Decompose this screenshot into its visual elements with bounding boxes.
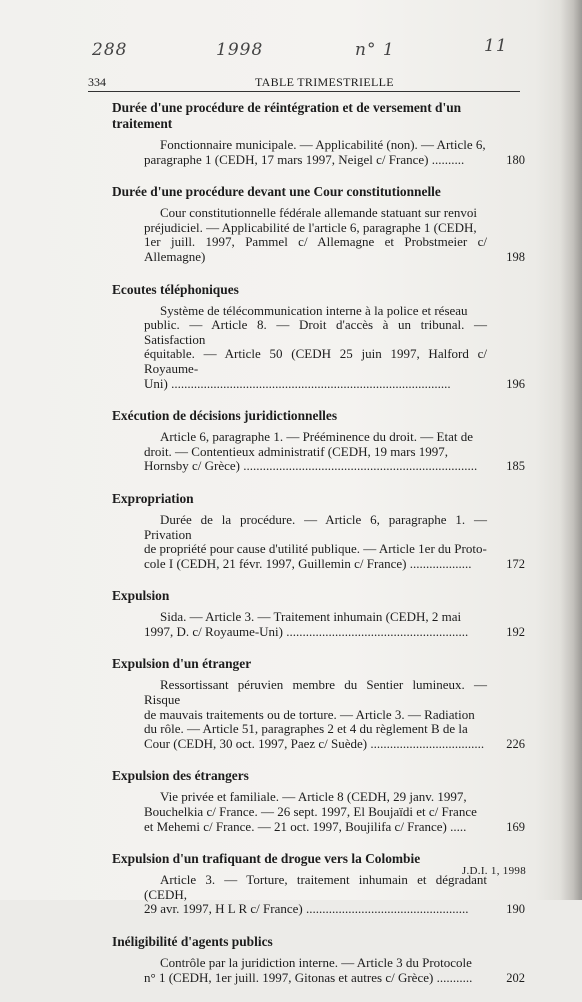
entry-line: Système de télécommunication interne à la police et réseau: [160, 302, 468, 318]
entry-heading: Expulsion: [112, 588, 170, 604]
entry-page-number: 185: [506, 459, 525, 474]
index-entries: [112, 100, 525, 1002]
index-entry: [112, 184, 525, 264]
entry-heading: Durée d'une procédure devant une Cour constitutionnelle: [112, 184, 441, 200]
index-entry: [112, 851, 525, 917]
index-entry: [112, 281, 525, 392]
entry-line: Article 3. — Torture, traitement inhumain et dégradant (CEDH,: [144, 872, 487, 902]
entry-body: [112, 137, 525, 167]
entry-line: de mauvais traitements ou de torture. — Article 3. — Radiation: [144, 706, 475, 722]
entry-heading: Inéligibilité d'agents publics: [112, 934, 273, 949]
entry-line: droit. — Contentieux administratif (CEDH, 19 mars 1997,: [144, 443, 449, 459]
handwritten-note-left: 288: [92, 40, 128, 60]
entry-line: Cour (CEDH, 30 oct. 1997, Paez c/ Suède) ...................................: [144, 735, 485, 751]
index-entry: [112, 768, 525, 834]
entry-line: Hornsby c/ Grèce) ........................................................................: [144, 458, 478, 474]
running-header: [88, 73, 520, 92]
entry-heading: Expulsion d'un trafiquant de drogue vers la Colombie: [112, 851, 421, 867]
handwritten-note-issue: n° 1: [355, 40, 395, 60]
index-entry: [112, 934, 525, 985]
entry-line: Article 6, paragraphe 1. — Prééminence du droit. — Etat de: [160, 429, 473, 445]
entry-heading: Expulsion des étrangers: [112, 768, 249, 784]
entry-heading: Exécution de décisions juridictionnelles: [112, 408, 338, 424]
entry-heading: Ecoutes téléphoniques: [112, 281, 239, 297]
index-entry: [112, 656, 525, 751]
entry-line: Uni) ......................................................................................: [144, 375, 451, 391]
entry-line: Contrôle par la juridiction interne. — Article 3 du Protocole: [160, 955, 472, 970]
entry-body: [112, 872, 525, 917]
entry-page-number: 190: [506, 902, 525, 917]
entry-body: [112, 789, 525, 834]
entry-page-number: 196: [506, 376, 525, 391]
index-entry: [112, 588, 525, 639]
index-entry: [112, 490, 525, 571]
index-entry: [112, 100, 525, 167]
entry-heading: Durée d'une procédure de réintégration et de versement d'un traitement: [112, 100, 462, 131]
entry-body: [112, 609, 525, 639]
entry-page-number: 198: [506, 249, 525, 264]
entry-line: Bouchelkia c/ France. — 26 sept. 1997, El Boujaïdi et c/ France: [144, 804, 477, 820]
entry-page-number: 180: [506, 152, 525, 167]
entry-heading: Expropriation: [112, 490, 194, 506]
entry-body: [112, 302, 525, 392]
entry-line: public. — Article 8. — Droit d'accès à un tribunal. — Satisfaction: [144, 317, 487, 347]
entry-body: [112, 677, 525, 751]
entry-line: Fonctionnaire municipale. — Applicabilité (non). — Article 6,: [160, 137, 486, 152]
entry-line: de propriété pour cause d'utilité publique. — Article 1er du Proto-: [144, 541, 487, 557]
entry-body: [112, 511, 525, 571]
entry-body: [112, 955, 525, 985]
entry-line: 1997, D. c/ Royaume-Uni) ........................................................: [144, 623, 469, 639]
entry-line: du rôle. — Article 51, paragraphes 2 et 4 du règlement B de la: [144, 721, 468, 737]
entry-heading: Expulsion d'un étranger: [112, 656, 252, 672]
handwritten-note-right: 11: [484, 36, 508, 56]
page-number: 334: [88, 75, 106, 89]
entry-line: paragraphe 1 (CEDH, 17 mars 1997, Neigel c/ France) ..........: [144, 151, 465, 167]
entry-page-number: 202: [506, 970, 525, 985]
entry-page-number: 226: [506, 736, 525, 751]
entry-page-number: 172: [506, 556, 525, 571]
entry-body: [112, 429, 525, 474]
book-spine-shadow: [560, 0, 582, 900]
entry-page-number: 169: [506, 819, 525, 834]
entry-line: Durée de la procédure. — Article 6, paragraphe 1. — Privation: [144, 511, 487, 542]
entry-line: Sida. — Article 3. — Traitement inhumain (CEDH, 2 mai: [160, 609, 462, 625]
entry-line: 29 avr. 1997, H L R c/ France) ..................................................: [144, 901, 469, 917]
running-title: TABLE TRIMESTRIELLE: [255, 75, 394, 89]
entry-page-number: 192: [506, 624, 525, 639]
entry-line: n° 1 (CEDH, 1er juill. 1997, Gitonas et autres c/ Grèce) ...........: [144, 969, 473, 985]
entry-line: Cour constitutionnelle fédérale allemande statuant sur renvoi: [160, 205, 477, 221]
index-entry: [112, 408, 525, 474]
entry-line: préjudiciel. — Applicabilité de l'article 6, paragraphe 1 (CEDH,: [144, 219, 477, 235]
entry-line: et Mehemi c/ France. — 21 oct. 1997, Boujilifa c/ France) .....: [144, 818, 467, 834]
handwritten-note-year: 1998: [216, 40, 264, 60]
entry-line: équitable. — Article 50 (CEDH 25 juin 1997, Halford c/ Royaume-: [144, 346, 487, 376]
entry-line: cole I (CEDH, 21 févr. 1997, Guillemin c/ France) ...................: [144, 555, 472, 571]
entry-line: Vie privée et familiale. — Article 8 (CEDH, 29 janv. 1997,: [160, 789, 467, 805]
entry-line: Ressortissant péruvien membre du Sentier lumineux. — Risque: [144, 677, 487, 708]
entry-line: 1er juill. 1997, Pammel c/ Allemagne et Probstmeier c/ Allemagne): [144, 234, 487, 264]
journal-footer: J.D.I. 1, 1998: [461, 865, 526, 877]
entry-body: [112, 205, 525, 264]
